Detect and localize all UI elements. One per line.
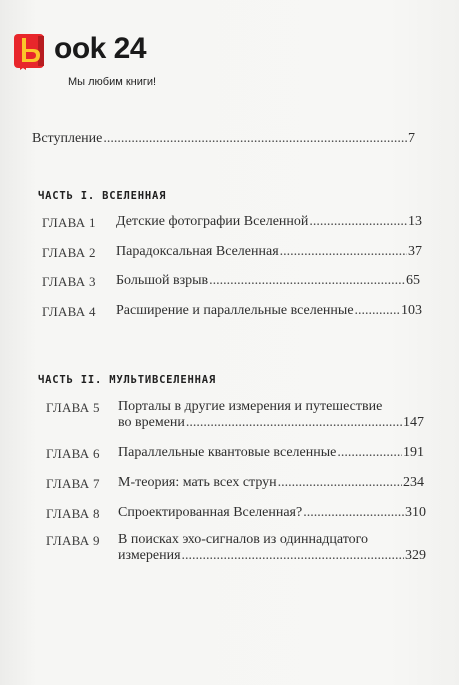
toc-entry-title: во времени [118, 415, 185, 430]
toc-chapter-row[interactable] [116, 243, 422, 260]
part-heading: ЧАСТЬ II. МУЛЬТИВСЕЛЕННАЯ [38, 374, 217, 386]
toc-entry-title: Парадоксальная Вселенная [116, 244, 279, 259]
chapter-label: ГЛАВА 1 [42, 215, 96, 230]
dot-leader [303, 504, 404, 521]
toc-page-number: 7 [408, 131, 415, 146]
toc-page-number: 191 [403, 445, 424, 460]
chapter-label: ГЛАВА 9 [46, 533, 100, 548]
dot-leader [355, 302, 400, 319]
part-heading: ЧАСТЬ I. ВСЕЛЕННАЯ [38, 190, 167, 202]
toc-chapter-row[interactable] [118, 547, 426, 564]
toc-entry-title: Детские фотографии Вселенной [116, 214, 309, 229]
toc-chapter-row[interactable] [118, 414, 424, 431]
toc-page-number: 13 [408, 214, 422, 229]
dot-leader [280, 243, 407, 260]
toc-entry-title: Параллельные квантовые вселенные [118, 445, 337, 460]
chapter-label: ГЛАВА 7 [46, 476, 100, 491]
book-b-logo-icon [14, 30, 50, 70]
toc-page-number: 310 [405, 505, 426, 520]
dot-leader [209, 272, 405, 289]
toc-page-number: 103 [401, 303, 422, 318]
toc-chapter-row[interactable] [118, 504, 426, 521]
dot-leader [337, 444, 402, 461]
chapter-label: ГЛАВА 4 [42, 304, 96, 319]
toc-chapter-row[interactable] [116, 213, 422, 230]
toc-chapter-row[interactable] [116, 302, 422, 319]
logo-wordmark: ook 24 [54, 32, 147, 65]
dot-leader [278, 474, 402, 491]
toc-entry-title: М-теория: мать всех струн [118, 475, 277, 490]
chapter-label: ГЛАВА 6 [46, 446, 100, 461]
toc-chapter-row[interactable] [118, 474, 424, 491]
chapter-label: ГЛАВА 2 [42, 245, 96, 260]
toc-page-number: 65 [406, 273, 420, 288]
toc-entry-title: Спроектированная Вселенная? [118, 505, 303, 520]
toc-chapter-row[interactable] [118, 444, 424, 461]
chapter-label: ГЛАВА 5 [46, 400, 100, 415]
dot-leader [309, 213, 407, 230]
dot-leader [182, 547, 404, 564]
dot-leader [103, 130, 407, 147]
toc-entry-title-line1[interactable]: В поисках эхо-сигналов из одиннадцатого [118, 532, 369, 547]
toc-intro-row[interactable] [32, 130, 415, 147]
toc-entry-title: Расширение и параллельные вселенные [116, 303, 354, 318]
toc-page-number: 329 [405, 548, 426, 563]
toc-chapter-row[interactable] [116, 272, 420, 289]
toc-page-number: 234 [403, 475, 424, 490]
chapter-label: ГЛАВА 3 [42, 274, 96, 289]
toc-page-number: 37 [408, 244, 422, 259]
logo-slogan: Мы любим книги! [68, 76, 157, 88]
toc-entry-title: Вступление [32, 131, 103, 146]
dot-leader [186, 414, 402, 431]
toc-page-number: 147 [403, 415, 424, 430]
toc-entry-title-line1[interactable]: Порталы в другие измерения и путешествие [118, 399, 383, 414]
book24-logo[interactable] [14, 30, 174, 90]
toc-entry-title: измерения [118, 548, 181, 563]
chapter-label: ГЛАВА 8 [46, 506, 100, 521]
toc-entry-title: Большой взрыв [116, 273, 209, 288]
